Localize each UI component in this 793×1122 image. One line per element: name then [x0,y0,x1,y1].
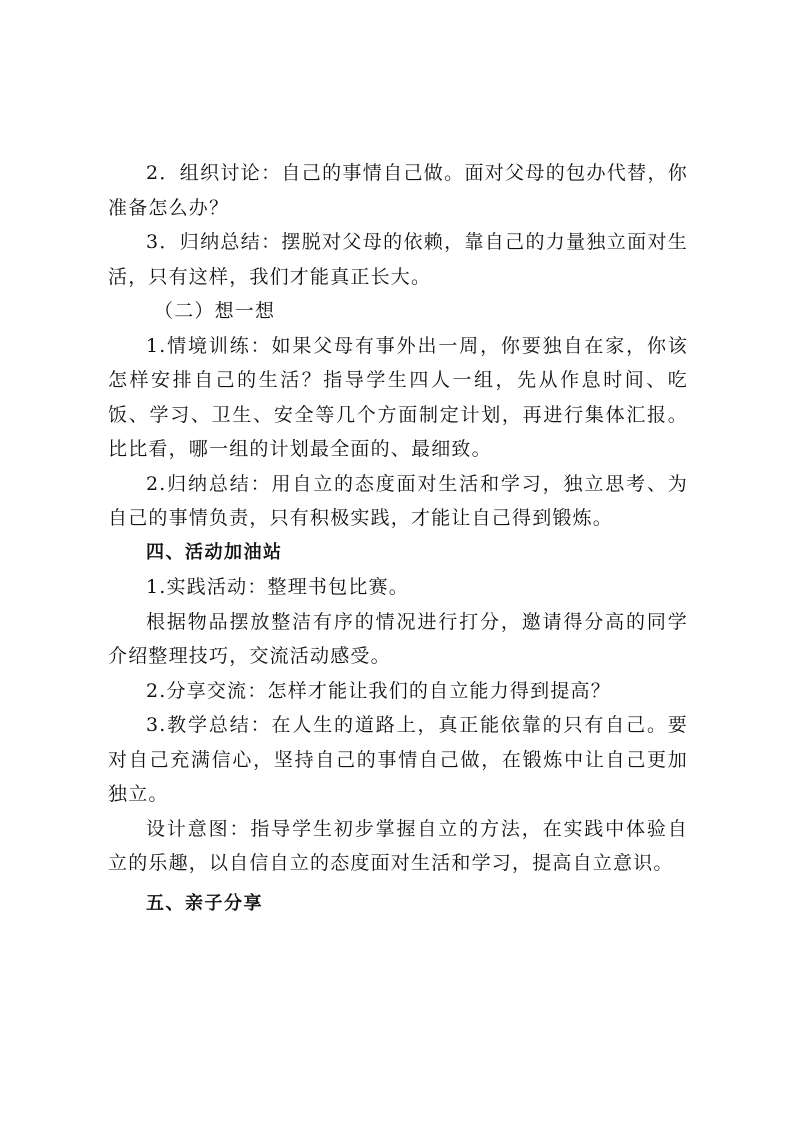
section-heading-activity: 四、活动加油站 [146,541,283,563]
paragraph-scenario-training: 1.情境训练：如果父母有事外出一周，你要独自在家，你该怎样安排自己的生活？指导学生四人一组，先从作息时间、吃饭、学习、卫生、安全等几个方面制定计划，再进行集体汇报。比比看，哪一组的计划最全面的、最细致。 [108,334,688,460]
paragraph-share-exchange: 2.分享交流：怎样才能让我们的自立能力得到提高？ [146,679,611,702]
document-body [108,156,688,921]
paragraph-summary-2: 2.归纳总结：用自立的态度面对生活和学习，独立思考、为自己的事情负责，只有积极实践，才能让自己得到锻炼。 [108,472,688,529]
paragraph-teaching-summary: 3.教学总结：在人生的道路上，真正能依靠的只有自己。要对自己充满信心，坚持自己的事情自己做，在锻炼中让自己更加独立。 [108,714,688,805]
paragraph-practice-activity: 1.实践活动：整理书包比赛。 [146,576,409,598]
paragraph-summary: 3．归纳总结：摆脱对父母的依赖，靠自己的力量独立面对生活，只有这样，我们才能真正长大。 [108,231,688,288]
paragraph-discussion: 2．组织讨论：自己的事情自己做。面对父母的包办代替，你准备怎么办？ [108,162,688,219]
paragraph-design-intent: 设计意图：指导学生初步掌握自立的方法，在实践中体验自立的乐趣，以自信自立的态度面对生活和学习，提高自立意识。 [108,817,688,874]
section-heading-parent-child: 五、亲子分享 [146,892,263,914]
paragraph-scoring: 根据物品摆放整洁有序的情况进行打分，邀请得分高的同学介绍整理技巧，交流活动感受。 [108,610,688,667]
section-subheading-think: （二）想一想 [154,300,276,322]
